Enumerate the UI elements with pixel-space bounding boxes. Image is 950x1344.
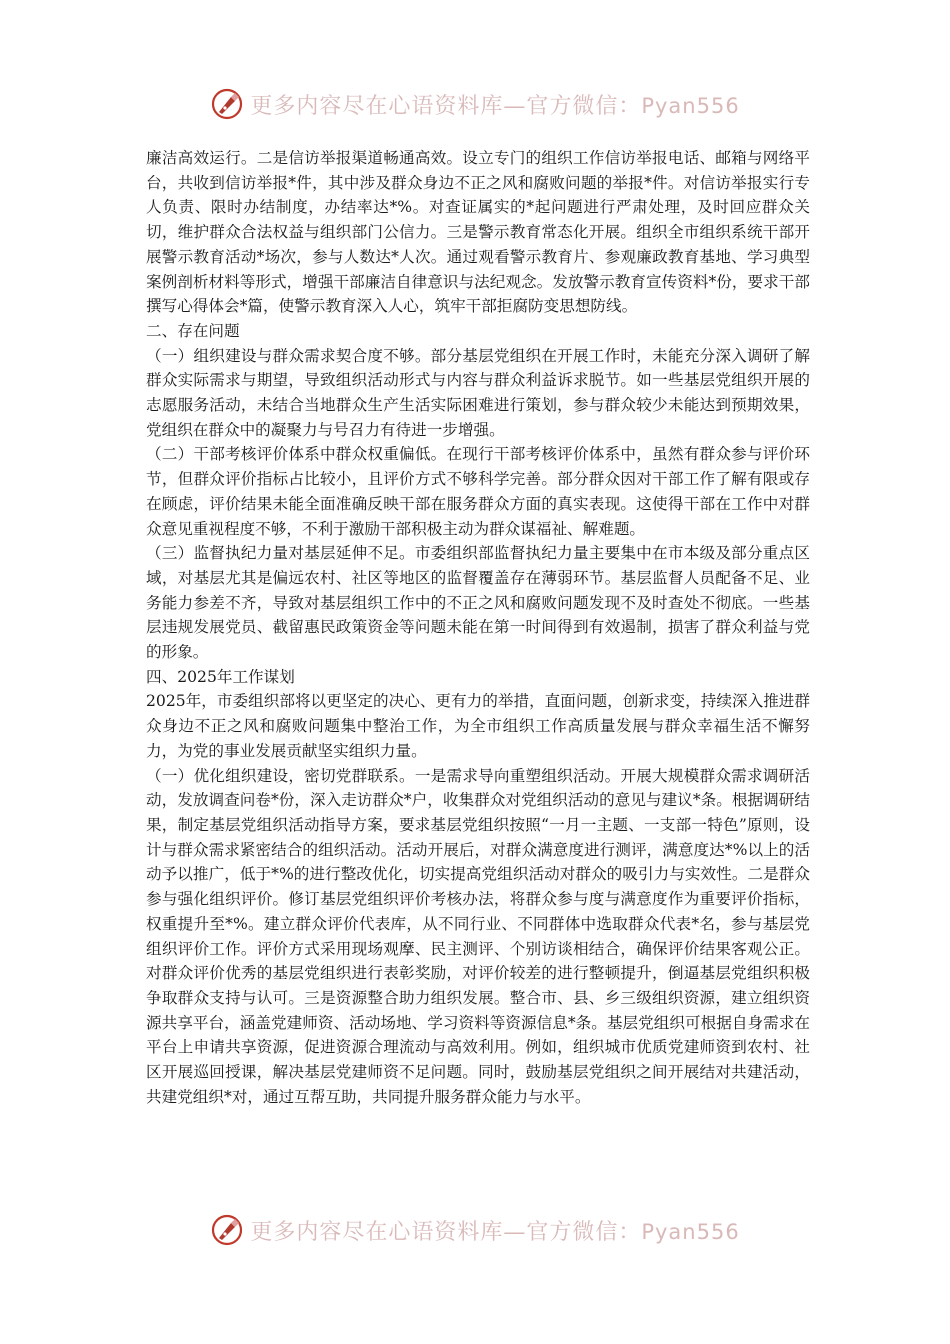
footer-watermark-banner bbox=[0, 1210, 950, 1250]
paragraph-plan-intro: 2025年，市委组织部将以更坚定的决心、更有力的举措，直面问题，创新求变，持续深入推进群众身边不正之风和腐败问题集中整治工作，为全市组织工作高质量发展与群众幸福生活不懈努力，为党的事业发展贡献坚实组织力量。 bbox=[146, 692, 810, 760]
banner-wechat-id: Pyan556 bbox=[641, 1219, 740, 1244]
banner-slogan: 更多内容尽在心语资料库—官方微信： bbox=[250, 93, 642, 119]
banner-slogan: 更多内容尽在心语资料库—官方微信： bbox=[250, 1219, 642, 1245]
section-heading-plan: 四、2025年工作谋划 bbox=[146, 667, 295, 686]
banner-text bbox=[250, 1215, 739, 1246]
paragraph-problem-1: （一）组织建设与群众需求契合度不够。部分基层党组织在开展工作时，未能充分深入调研了解群众实际需求与期望，导致组织活动形式与内容与群众利益诉求脱节。如一些基层党组织开展的志愿服务活动，未结合当地群众生产生活实际困难进行策划，参与群众较少未能达到预期效果，党组织在群众中的凝聚力与号召力有待进一步增强。 bbox=[146, 346, 810, 439]
banner-wechat-id: Pyan556 bbox=[641, 93, 740, 118]
paragraph-problem-2: （二）干部考核评价体系中群众权重偏低。在现行干部考核评价体系中，虽然有群众参与评价环节，但群众评价指标占比较小，且评价方式不够科学完善。部分群众因对干部工作了解有限或存在顾虑，评价结果未能全面准确反映干部在服务群众方面的真实表现。这使得干部在工作中对群众意见重视程度不够，不利于激励干部积极主动为群众谋福祉、解难题。 bbox=[146, 445, 810, 538]
pen-nib-logo-icon bbox=[210, 87, 244, 121]
paragraph-problem-3: （三）监督执纪力量对基层延伸不足。市委组织部监督执纪力量主要集中在市本级及部分重点区域，对基层尤其是偏远农村、社区等地区的监督覆盖存在薄弱环节。基层监督人员配备不足、业务能力参差不齐，导致对基层组织工作中的不正之风和腐败问题发现不及时查处不彻底。一些基层违规发展党员、截留惠民政策资金等问题未能在第一时间得到有效遏制，损害了群众利益与党的形象。 bbox=[146, 544, 810, 662]
document-body bbox=[146, 146, 810, 1109]
banner-text bbox=[250, 89, 739, 120]
paragraph-1: 廉洁高效运行。二是信访举报渠道畅通高效。设立专门的组织工作信访举报电话、邮箱与网络平台，共收到信访举报*件，其中涉及群众身边不正之风和腐败问题的举报*件。对信访举报实行专人负责、限时办结制度，办结率达*%。对查证属实的*起问题进行严肃处理，及时回应群众关切，维护群众合法权益与组织部门公信力。三是警示教育常态化开展。组织全市组织系统干部开展警示教育活动*场次，参与人数达*人次。通过观看警示教育片、参观廉政教育基地、学习典型案例剖析材料等形式，增强干部廉洁自律意识与法纪观念。发放警示教育宣传资料*份，要求干部撰写心得体会*篇，使警示教育深入人心，筑牢干部拒腐防变思想防线。 bbox=[146, 149, 810, 316]
section-heading-problems: 二、存在问题 bbox=[146, 321, 240, 340]
paragraph-plan-1: （一）优化组织建设，密切党群联系。一是需求导向重塑组织活动。开展大规模群众需求调研活动，发放调查问卷*份，深入走访群众*户，收集群众对党组织活动的意见与建议*条。根据调研结果，制定基层党组织活动指导方案，要求基层党组织按照“一月一主题、一支部一特色”原则，设计与群众需求紧密结合的组织活动。活动开展后，对群众满意度进行测评，满意度达*%以上的活动予以推广，低于*%的进行整改优化，切实提高党组织活动对群众的吸引力与实效性。二是群众参与强化组织评价。修订基层党组织评价考核办法，将群众参与度与满意度作为重要评价指标，权重提升至*%。建立群众评价代表库，从不同行业、不同群体中选取群众代表*名，参与基层党组织评价工作。评价方式采用现场观摩、民主测评、个别访谈相结合，确保评价结果客观公正。对群众评价优秀的基层党组织进行表彰奖励，对评价较差的进行整顿提升，倒逼基层党组织积极争取群众支持与认可。三是资源整合助力组织发展。整合市、县、乡三级组织资源，建立组织资源共享平台，涵盖党建师资、活动场地、学习资料等资源信息*条。基层党组织可根据自身需求在平台上申请共享资源，促进资源合理流动与高效利用。例如，组织城市优质党建师资到农村、社区开展巡回授课，解决基层党建师资不足问题。同时，鼓励基层党组织之间开展结对共建活动，共建党组织*对，通过互帮互助，共同提升服务群众能力与水平。 bbox=[146, 766, 810, 1106]
header-watermark-banner bbox=[0, 84, 950, 124]
pen-nib-logo-icon bbox=[210, 1213, 244, 1247]
